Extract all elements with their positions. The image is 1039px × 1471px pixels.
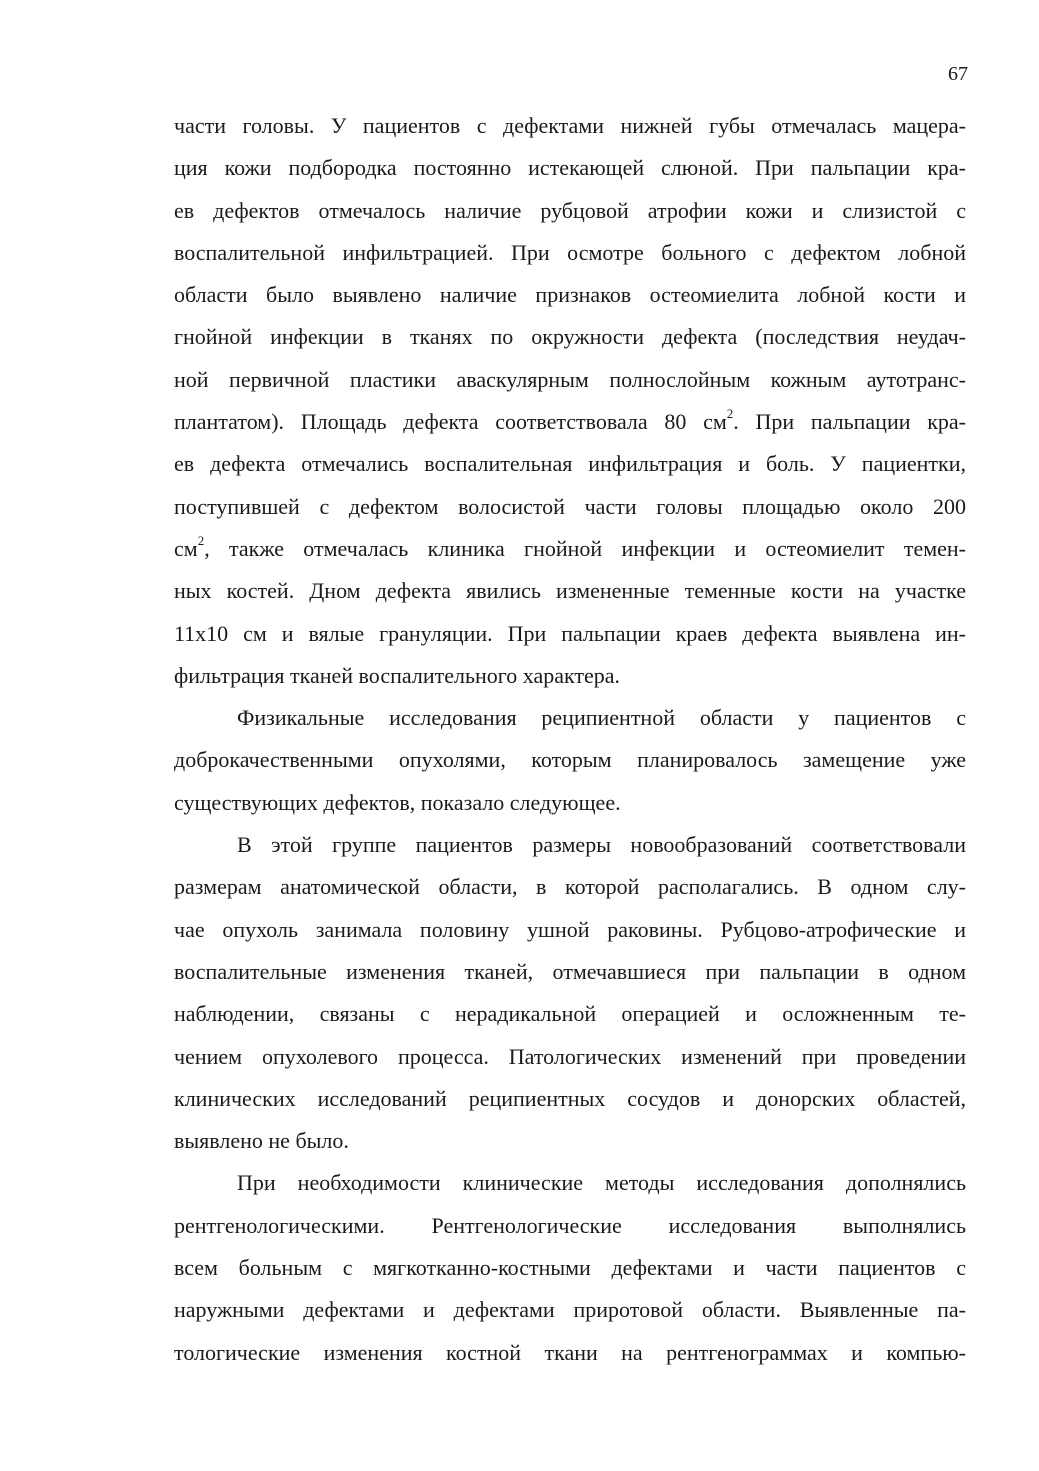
text-line: всем больным с мягкотканно-костными дефектами и части пациентов с xyxy=(174,1255,966,1281)
text-line: выявлено не было. xyxy=(174,1128,349,1154)
text-line: чением опухолевого процесса. Патологических изменений при проведении xyxy=(174,1043,966,1069)
text-line: ев дефектов отмечалось наличие рубцовой атрофии кожи и слизистой с xyxy=(174,197,966,223)
text-line: области было выявлено наличие признаков остеомиелита лобной кости и xyxy=(174,282,966,308)
text-line: рентгенологическими. Рентгенологические исследования выполнялись xyxy=(174,1212,966,1238)
text-line-with-superscript xyxy=(174,528,966,570)
text-line: воспалительные изменения тканей, отмечавшиеся при пальпации в одном xyxy=(174,958,966,984)
text-fragment: . При пальпации кра- xyxy=(733,409,966,435)
text-line: гнойной инфекции в тканях по окружности дефекта (последствия неудач- xyxy=(174,324,966,350)
text-line: фильтрация тканей воспалительного характера. xyxy=(174,662,621,688)
text-line: чае опухоль занимала половину ушной раковины. Рубцово-атрофические и xyxy=(174,916,966,942)
page-number: 67 xyxy=(948,63,968,85)
text-line: ной первичной пластики аваскулярным полнослойным кожным аутотранс- xyxy=(174,366,966,392)
text-line: тологические изменения костной ткани на рентгенограммах и компью- xyxy=(174,1339,966,1365)
text-line: размерам анатомической области, в которой располагались. В одном слу- xyxy=(174,874,966,900)
text-line: Физикальные исследования реципиентной области у пациентов с xyxy=(237,705,966,731)
text-line: клинических исследований реципиентных сосудов и донорских областей, xyxy=(174,1085,966,1111)
text-line: ных костей. Дном дефекта явились измененные теменные кости на участке xyxy=(174,578,966,604)
superscript: 2 xyxy=(197,532,205,548)
text-fragment: см xyxy=(174,535,198,561)
text-line: существующих дефектов, показало следующее. xyxy=(174,789,621,815)
text-fragment: , также отмечалась клиника гнойной инфекции и остеомиелит темен- xyxy=(204,535,966,561)
text-line: наружными дефектами и дефектами приротовой области. Выявленные па- xyxy=(174,1297,966,1323)
superscript: 2 xyxy=(726,405,734,421)
text-line: наблюдении, связаны с нерадикальной операцией и осложненным те- xyxy=(174,1001,966,1027)
text-line: ев дефекта отмечались воспалительная инфильтрация и боль. У пациентки, xyxy=(174,451,966,477)
text-fragment: плантатом). Площадь дефекта соответствовала 80 см xyxy=(174,409,727,435)
text-line: ция кожи подбородка постоянно истекающей слюной. При пальпации кра- xyxy=(174,155,966,181)
text-line: 11х10 см и вялые грануляции. При пальпации краев дефекта выявлена ин- xyxy=(174,620,966,646)
text-line: доброкачественными опухолями, которым планировалось замещение уже xyxy=(174,747,966,773)
page-body xyxy=(174,105,966,1374)
text-line: воспалительной инфильтрацией. При осмотре больного с дефектом лобной xyxy=(174,239,966,265)
text-line: поступившей с дефектом волосистой части головы площадью около 200 xyxy=(174,493,966,519)
text-line: части головы. У пациентов с дефектами нижней губы отмечалась мацера- xyxy=(174,113,966,138)
text-line-with-superscript xyxy=(174,401,966,443)
text-line: В этой группе пациентов размеры новообразований соответствовали xyxy=(237,832,966,858)
text-line: При необходимости клинические методы исследования дополнялись xyxy=(237,1170,966,1196)
